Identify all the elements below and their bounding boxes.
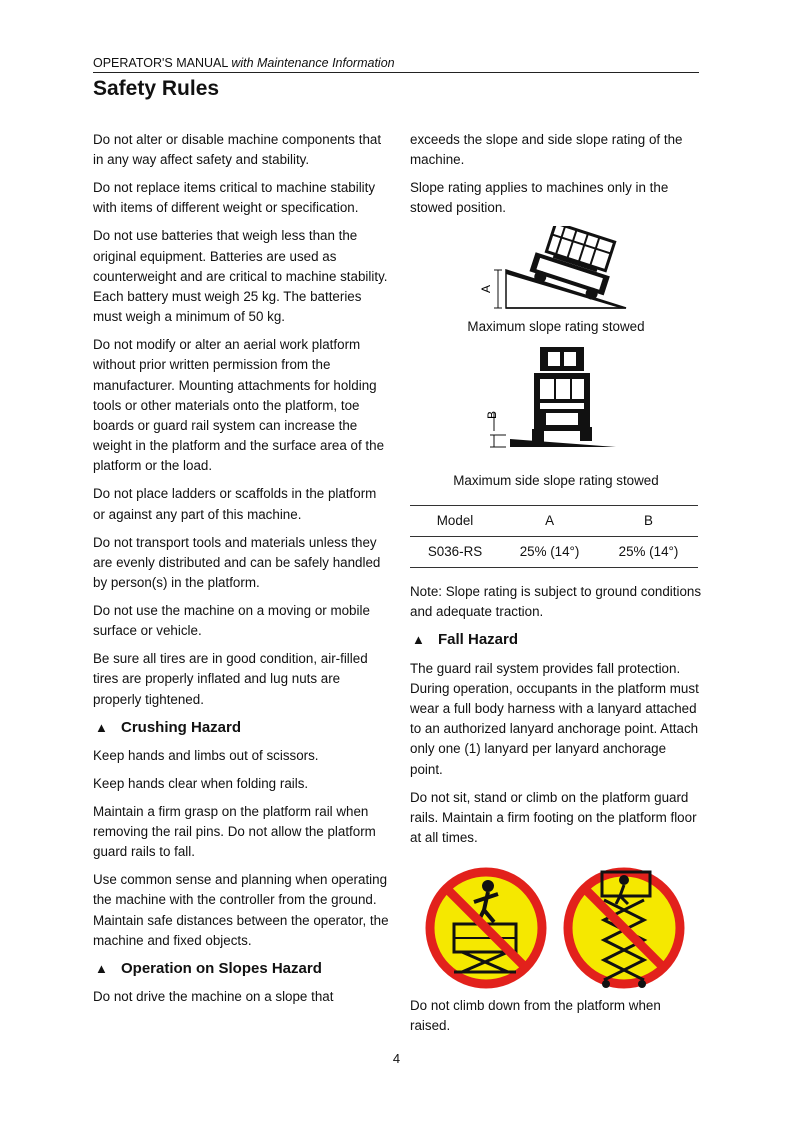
paragraph: Do not transport tools and materials unless they are evenly distributed and can be safely handled by person(s) in the platform. xyxy=(93,534,381,591)
table-row xyxy=(410,537,698,568)
table-cell: S036-RS xyxy=(410,537,500,568)
scissor-lift-side-slope-illustration xyxy=(410,343,702,451)
table-cell: 25% (14°) xyxy=(599,537,698,568)
paragraph: Be sure all tires are in good condition, air-filled tires are properly inflated and lug nuts are properly tightened. xyxy=(93,651,368,707)
paragraph: Maintain a firm grasp on the platform rail when removing the rail pins. Do not allow the platform guard rails to fall. xyxy=(93,803,376,860)
dimension-label-a: A xyxy=(479,285,493,294)
scissor-lift-slope-illustration xyxy=(410,226,702,310)
paragraph: Do not replace items critical to machine stability with items of different weight or specification. xyxy=(93,180,376,216)
paragraph: The guard rail system provides fall protection. During operation, occupants in the platform must wear a full body harness with a lanyard attached to an authorized lanyard anchorage point. Attach only one (1) lanyard per lanyard anchorage point. xyxy=(410,660,699,777)
dimension-label-b: B xyxy=(485,410,499,419)
paragraph: Do not sit, stand or climb on the platform guard rails. Maintain a firm footing on the platform floor at all times. xyxy=(410,789,697,846)
table-header-cell: A xyxy=(500,506,599,537)
page-title: Safety Rules xyxy=(93,77,220,100)
left-column xyxy=(93,130,391,1015)
side-slope-rating-figure xyxy=(410,343,702,491)
fall-hazard-title: Fall Hazard xyxy=(438,631,519,649)
crushing-hazard-title: Crushing Hazard xyxy=(121,718,242,736)
figure-caption: Maximum slope rating stowed xyxy=(467,318,645,334)
fall-hazard-heading xyxy=(410,630,702,650)
slope-rating-figure xyxy=(410,226,702,336)
slopes-hazard-heading xyxy=(93,959,391,979)
paragraph: Do not place ladders or scaffolds in the platform or against any part of this machine. xyxy=(93,486,377,522)
paragraph: Do not alter or disable machine components that in any way affect safety and stability. xyxy=(93,132,382,168)
table-header-cell: B xyxy=(599,506,698,537)
warning-triangle-icon: ▲ xyxy=(412,632,425,648)
paragraph: Keep hands and limbs out of scissors. xyxy=(93,747,319,763)
running-header xyxy=(93,56,699,73)
no-standing-on-rails-sign-icon xyxy=(424,866,548,990)
paragraph: Slope rating applies to machines only in the stowed position. xyxy=(410,180,669,216)
slope-rating-table xyxy=(410,505,698,568)
right-column xyxy=(410,130,702,1044)
crushing-hazard-heading xyxy=(93,718,391,738)
table-header-cell: Model xyxy=(410,506,500,537)
figure-caption: Maximum side slope rating stowed xyxy=(453,473,659,489)
prohibition-signs xyxy=(424,866,702,990)
paragraph: Do not use the machine on a moving or mobile surface or vehicle. xyxy=(93,603,370,639)
header-subtitle: with Maintenance Information xyxy=(231,56,395,70)
paragraph: exceeds the slope and side slope rating of the machine. xyxy=(410,132,683,168)
paragraph: Keep hands clear when folding rails. xyxy=(93,775,309,791)
paragraph: Do not drive the machine on a slope that xyxy=(93,989,334,1005)
paragraph: Use common sense and planning when operating the machine with the controller from the ground. Maintain safe distances between the operator, the machine and fixed objects. xyxy=(93,872,389,948)
no-climbing-down-sign-icon xyxy=(562,866,686,990)
warning-triangle-icon: ▲ xyxy=(95,719,108,735)
paragraph: Do not use batteries that weigh less than the original equipment. Batteries are used as counterweight and are critical to machine stability. Each battery must weigh 25 kg. The batteries must weigh a minimum of 50 kg. xyxy=(93,228,388,325)
header-manual: OPERATOR'S MANUAL xyxy=(93,56,228,70)
paragraph: Do not climb down from the platform when raised. xyxy=(410,998,661,1034)
note: Note: Slope rating is subject to ground conditions and adequate traction. xyxy=(410,584,702,620)
warning-triangle-icon: ▲ xyxy=(95,960,108,976)
slopes-hazard-title: Operation on Slopes Hazard xyxy=(121,959,322,977)
paragraph: Do not modify or alter an aerial work platform without prior written permission from the manufacturer. Mounting attachments for holding tools or other materials onto the platform, toe boards or guard rail system can increase the weight in the platform and the surface area of the platform or the load. xyxy=(93,337,385,474)
table-cell: 25% (14°) xyxy=(500,537,599,568)
page-number: 4 xyxy=(392,1051,401,1066)
table-header-row xyxy=(410,506,698,537)
